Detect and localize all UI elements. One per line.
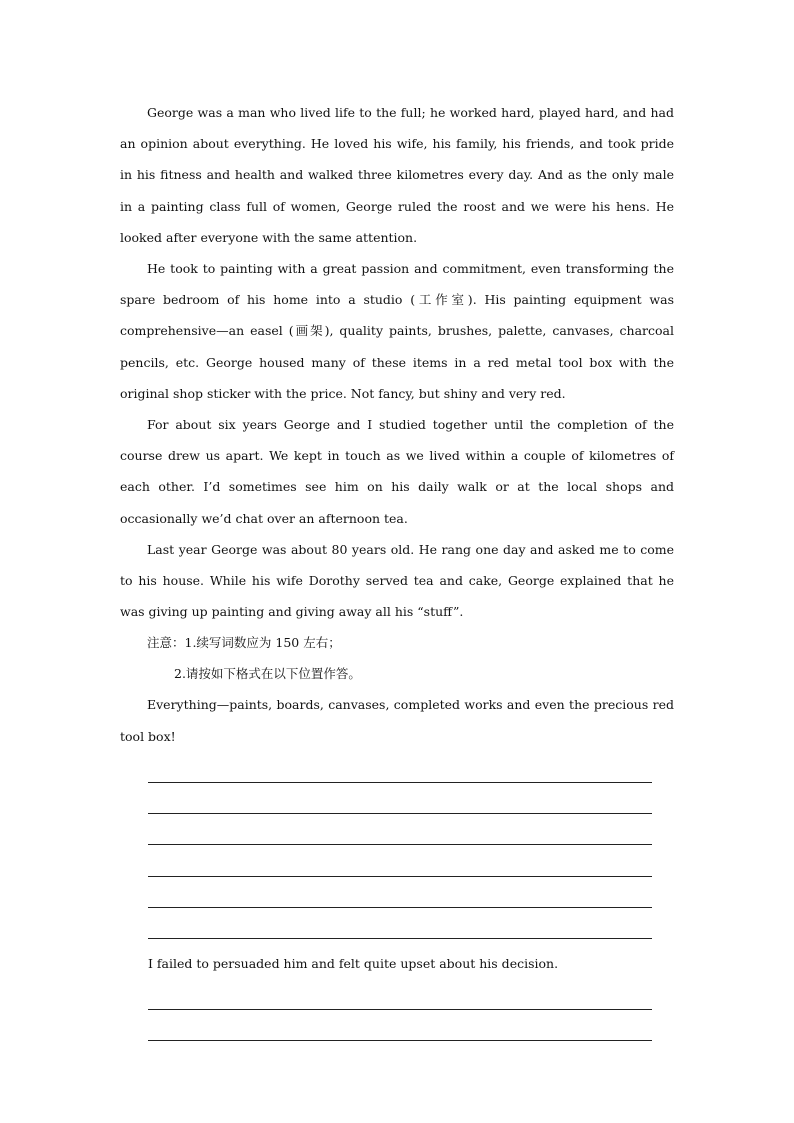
answer-line[interactable] [148,1010,652,1041]
note-answer-format: 2.请按如下格式在以下位置作答。 [174,666,361,682]
continuation-prompt-2: I failed to persuaded him and felt quite upset about his decision. [148,955,559,971]
passage-paragraph-3: For about six years George and I studied together until the completion of the course drew us apart. We kept in touch as we lived within a couple of kilometres of each other. I’d sometimes see him on his daily walk or at the local shops and occasionally we’d chat over an afternoon tea. [120,417,674,526]
document-page [120,97,674,1041]
answer-line[interactable] [148,814,652,845]
passage-paragraph-1: George was a man who lived life to the full; he worked hard, played hard, and had an opinion about everything. He loved his wife, his family, his friends, and took pride in his fitness and health and walked three kilometres every day. And as the only male in a painting class full of women, George ruled the roost and we were his hens. He looked after everyone with the same attention. [120,105,674,245]
answer-line[interactable] [148,877,652,908]
continuation-prompt-1: Everything—paints, boards, canvases, completed works and even the precious red tool box! [120,697,674,744]
answer-line[interactable] [148,783,652,814]
answer-line[interactable] [148,845,652,876]
answer-line[interactable] [148,752,652,783]
answer-area-2 [120,979,652,1041]
passage-paragraph-4: Last year George was about 80 years old. He rang one day and asked me to come to his house. While his wife Dorothy served tea and cake, George explained that he was giving up painting and giving away all his “stuff”. [120,541,674,620]
answer-line[interactable] [148,979,652,1010]
note-word-count: 注意：1.续写词数应为 150 左右； [147,635,341,651]
answer-line[interactable] [148,908,652,939]
answer-area-1 [120,752,652,939]
passage-paragraph-2: He took to painting with a great passion and commitment, even transforming the spare bedroom of his home into a studio (工作室). His painting equipment was comprehensive—an easel (画架), quality paints, brushes, palette, canvases, charcoal pencils, etc. George housed many of these items in a red metal tool box with the original shop sticker with the price. Not fancy, but shiny and very red. [120,261,674,401]
